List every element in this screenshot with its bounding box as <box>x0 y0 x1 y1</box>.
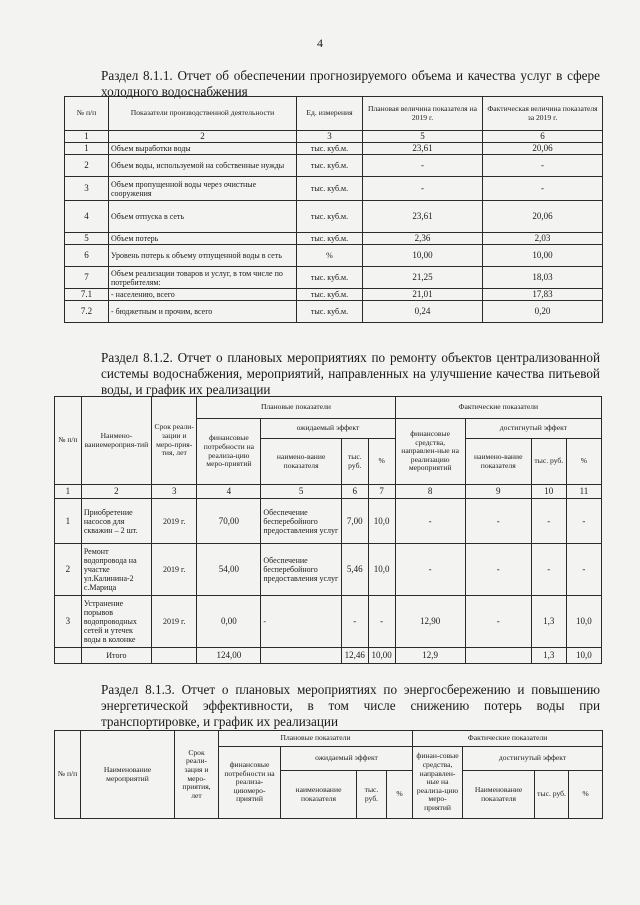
header-plan: Плановая величина показателя на 2019 г. <box>363 97 483 131</box>
header-term: Срок реали-зация и меро-приятия, лет <box>175 731 219 819</box>
header-effect-name-fact: Наименование показателя <box>463 771 535 819</box>
header-fin-fact: финансовые средства, направлен-ные на реализацию мероприятий <box>395 419 465 485</box>
col-number: 11 <box>566 485 601 499</box>
col-number: 2 <box>81 485 151 499</box>
header-fact: Фактическая величина показателя за 2019 г. <box>483 97 603 131</box>
header-term: Срок реали-зации и меро-прия-тия, лет <box>152 397 197 485</box>
section-8-1-3-title: Раздел 8.1.3. Отчет о плановых мероприятиях по энергосбережению и повышению энергетической эффективности, в том числе снижению потерь воды при транспортировке, и график их реализации <box>101 682 600 729</box>
header-percent-fact: % <box>566 439 601 485</box>
section-8-1-2-title: Раздел 8.1.2. Отчет о плановых мероприятиях по ремонту объектов централизованной системы водоснабжения, мероприятий, направленных на улучшение качества питьевой воды, и график их реализации <box>101 350 600 397</box>
header-thous-rub-fact: тыс. руб. <box>531 439 566 485</box>
header-num: № п/п <box>55 397 82 485</box>
table-row: 1 Объем выработки воды тыс. куб.м. 23,61 20,06 <box>65 143 603 155</box>
table-row: 1 Приобретение насосов для скважин – 2 шт. 2019 г. 70,00 Обеспечение бесперебойного предоставления услуг 7,00 10,0 - - - - <box>55 499 602 544</box>
table-row: 4 Объем отпуска в сеть тыс. куб.м. 23,61 20,06 <box>65 201 603 233</box>
section-8-1-1-title: Раздел 8.1.1. Отчет об обеспечении прогнозируемого объема и качества услуг в сфере холодного водоснабжения <box>101 68 600 99</box>
header-effect-name: наимено-вание показателя <box>261 439 341 485</box>
header-percent: % <box>368 439 395 485</box>
col-number: 3 <box>297 131 363 143</box>
table-row: 5 Объем потерь тыс. куб.м. 2,36 2,03 <box>65 233 603 245</box>
header-fin-fact: финан-совые средства, направлен-ные на реализа-цию меро-приятий <box>413 747 463 819</box>
header-fin-plan: финансовые потребности на реализа-циюмеро-приятий <box>219 747 281 819</box>
table-water-supply-report <box>64 96 603 323</box>
header-name: Наимено-ваниемероприя-тий <box>81 397 151 485</box>
table-row: 7.1 - населению, всего тыс. куб.м. 21,01 17,83 <box>65 289 603 301</box>
table-row: 7.2 - бюджетным и прочим, всего тыс. куб.м. 0,24 0,20 <box>65 301 603 323</box>
col-number: 6 <box>483 131 603 143</box>
header-actual: Фактические показатели <box>413 731 603 747</box>
header-planned: Плановые показатели <box>219 731 413 747</box>
table-row: 2 Объем воды, используемой на собственные нужды тыс. куб.м. - - <box>65 155 603 177</box>
table-energy-saving-measures <box>54 730 603 819</box>
header-achieved: достигнутый эффект <box>463 747 603 771</box>
table-row: 3 Объем пропущенной воды через очистные сооружения тыс. куб.м. - - <box>65 177 603 201</box>
header-thous-rub-fact: тыс. руб. <box>535 771 569 819</box>
table-row: 6 Уровень потерь к объему отпущенной воды в сеть % 10,00 10,00 <box>65 245 603 267</box>
header-percent: % <box>387 771 413 819</box>
header-thous-rub: тыс. руб. <box>341 439 368 485</box>
col-number: 9 <box>465 485 531 499</box>
col-number: 2 <box>109 131 297 143</box>
table-row: 7 Объем реализации товаров и услуг, в том числе по потребителям: тыс. куб.м. 21,25 18,03 <box>65 267 603 289</box>
header-unit: Ед. измерения <box>297 97 363 131</box>
header-num: № п/п <box>55 731 81 819</box>
table-repair-measures <box>54 396 602 664</box>
header-name: Наименование мероприятий <box>81 731 175 819</box>
col-number: 5 <box>363 131 483 143</box>
col-number: 5 <box>261 485 341 499</box>
header-thous-rub: тыс. руб. <box>357 771 387 819</box>
header-expected: ожидаемый эффект <box>261 419 395 439</box>
header-percent-fact: % <box>569 771 603 819</box>
header-effect-name-fact: наимено-вание показателя <box>465 439 531 485</box>
col-number: 3 <box>152 485 197 499</box>
col-number: 7 <box>368 485 395 499</box>
header-achieved: достигнутый эффект <box>465 419 601 439</box>
header-num: № п/п <box>65 97 109 131</box>
col-number: 1 <box>65 131 109 143</box>
col-number: 6 <box>341 485 368 499</box>
header-effect-name: наименование показателя <box>281 771 357 819</box>
table-row: 3 Устранение порывов водопроводных сетей и утечек воды в колонке 2019 г. 0,00 - - - 12,90 - 1,3 10,0 <box>55 596 602 648</box>
page-number: 4 <box>317 36 323 50</box>
col-number: 10 <box>531 485 566 499</box>
col-number: 1 <box>55 485 82 499</box>
table-total-row: Итого 124,00 12,46 10,00 12,9 1,3 10,0 <box>55 648 602 664</box>
header-actual: Фактические показатели <box>395 397 601 419</box>
header-fin-plan: финансовые потребности на реализа-цию меро-приятий <box>197 419 261 485</box>
header-planned: Плановые показатели <box>197 397 395 419</box>
table-row: 2 Ремонт водопровода на участке ул.Калинина-2 с.Марица 2019 г. 54,00 Обеспечение бесперебойного предоставления услуг 5,46 10,0 - - - - <box>55 544 602 596</box>
header-expected: ожидаемый эффект <box>281 747 413 771</box>
header-indicator: Показатели производственной деятельности <box>109 97 297 131</box>
col-number: 8 <box>395 485 465 499</box>
col-number: 4 <box>197 485 261 499</box>
